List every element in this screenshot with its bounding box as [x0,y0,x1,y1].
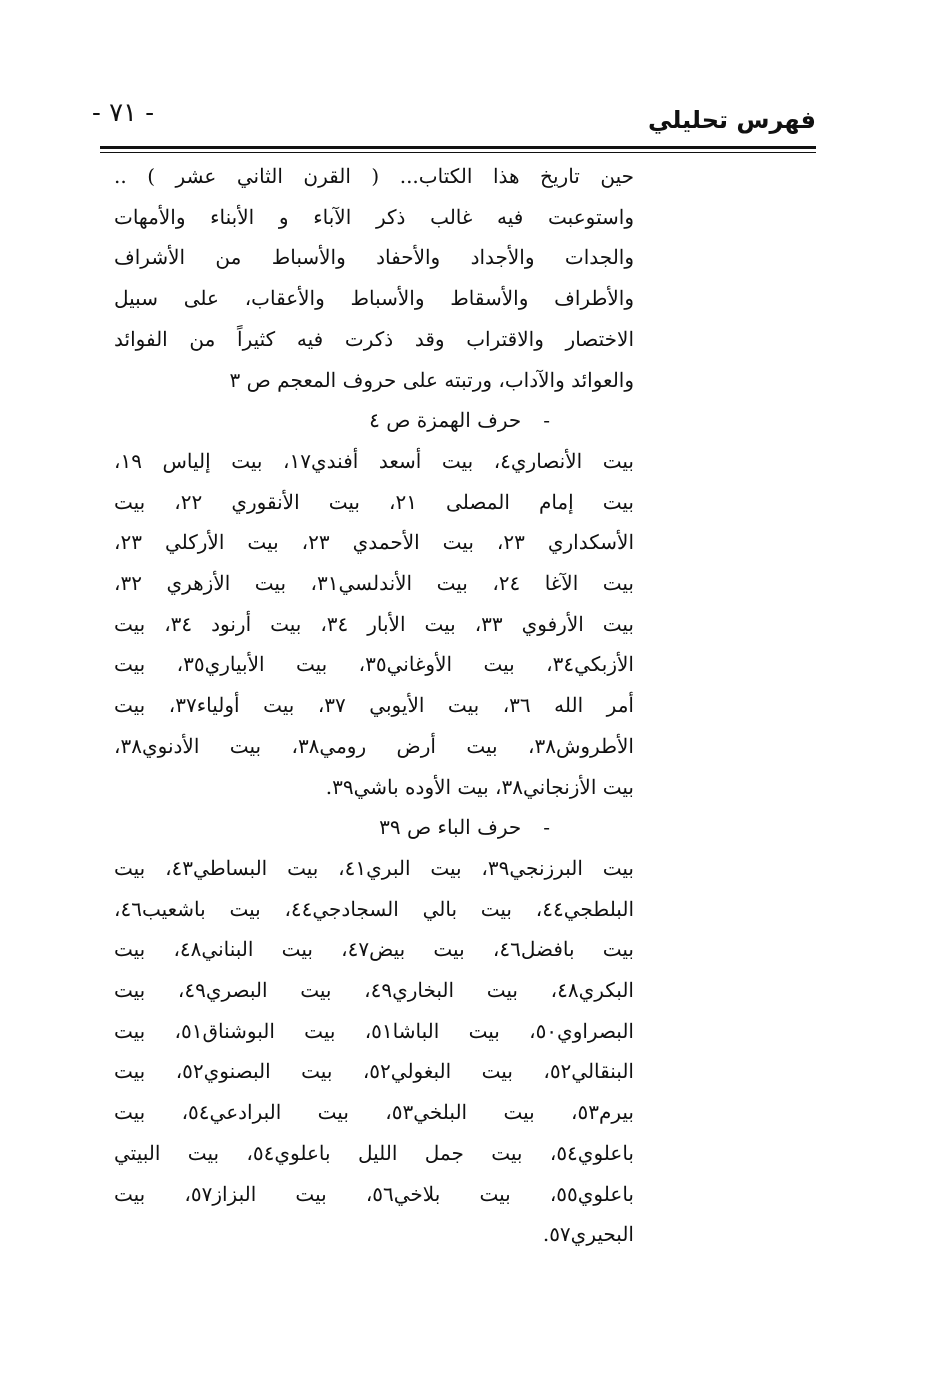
page-body [114,156,634,1255]
text-line: أمر الله ٣٦، بيت الأيوبي ٣٧، بيت أولياء٣٧، بيت [114,693,634,718]
text-line: البحيري٥٧. [542,1222,634,1247]
text-line: بيت الأنصاري٤، بيت أسعد أفندي١٧، بيت إلياس ١٩، [114,448,634,473]
running-title: فهرس تحليلي [648,106,816,134]
text-line: بيت الآغا ٢٤، بيت الأندلسي٣١، بيت الأزهري ٣٢، [114,571,634,596]
text-line: بيت البرزنجي٣٩، بيت البري٤١، بيت البساطي٤٣، بيت [114,855,634,880]
text-line: بيت الأزنجاني٣٨، بيت الأوده باشي٣٩. [325,774,634,799]
text-line: الاختصار والاقتراب وقد ذكرت فيه كثيراً من الفوائد [114,326,634,351]
text-line: باعلوي٥٤، بيت جمل الليل باعلوي٥٤، بيت البيتي [114,1140,634,1165]
text-line: باعلوي٥٥، بيت بلاخي٥٦، بيت البزاز٥٧، بيت [114,1181,634,1206]
text-line: بيت بافضل٤٦، بيت بيض٤٧، بيت البناني٤٨، بيت [114,937,635,962]
text-line: والأطراف والأسقاط والأسباط والأعقاب، على سبيل [114,286,634,311]
section-heading-text: حرف الهمزة ص ٤ [369,408,522,433]
text-line: الأسكداري ٢٣، بيت الأحمدي ٢٣، بيت الأركلي ٢٣، [114,530,635,555]
section-dash: - [543,815,550,840]
section-heading [114,807,634,848]
header-rule-thin [100,152,816,153]
section-ba [114,807,634,1255]
text-line: بيت الأرفوي ٣٣، بيت الأبار ٣٤، بيت أرنود ٣٤، بيت [114,611,634,636]
text-line: البنقالي٥٢، بيت البغولي٥٢، بيت البصنوي٥٢، بيت [114,1059,634,1084]
text-line: الأطروش٣٨، بيت أرض رومي٣٨، بيت الأدنوي٣٨، [114,733,634,758]
section-heading [114,400,634,441]
text-line: حين تاريخ هذا الكتاب... ( القرن الثاني عشر ) .. [114,164,634,188]
text-line: والجدات والأجداد والأحفاد والأسباط من الأشراف [114,245,634,270]
text-line: والعوائد والآداب، ورتبته على حروف المعجم ص ٣ [229,367,634,392]
text-line: البكري٤٨، بيت البخاري٤٩، بيت البصري٤٩، بيت [114,978,634,1003]
intro-paragraph [114,156,634,400]
section-heading-text: حرف الباء ص ٣٩ [379,815,522,840]
section-dash: - [543,408,550,433]
text-line: البصراوي٥٠، بيت الباشا٥١، بيت البوشناق٥١، بيت [114,1018,634,1043]
text-line: الأزبكي٣٤، بيت الأوغاني٣٥، بيت الأبياري٣٥، بيت [114,652,634,677]
header-rule-thick [100,146,816,149]
page-number: - ٧١ - [92,98,155,128]
text-line: بيت إمام المصلى ٢١، بيت الأنقوري ٢٢، بيت [114,489,635,514]
section-hamza [114,400,634,807]
text-line: بيرم٥٣، بيت البلخي٥٣، بيت البرادعي٥٤، بيت [114,1100,634,1125]
text-line: واستوعبت فيه غالب ذكر الآباء و الأبناء والأمهات [114,204,634,229]
text-line: البلطجي٤٤، بيت بالي السجادجي٤٤، بيت باشعيب٤٦، [114,896,634,921]
